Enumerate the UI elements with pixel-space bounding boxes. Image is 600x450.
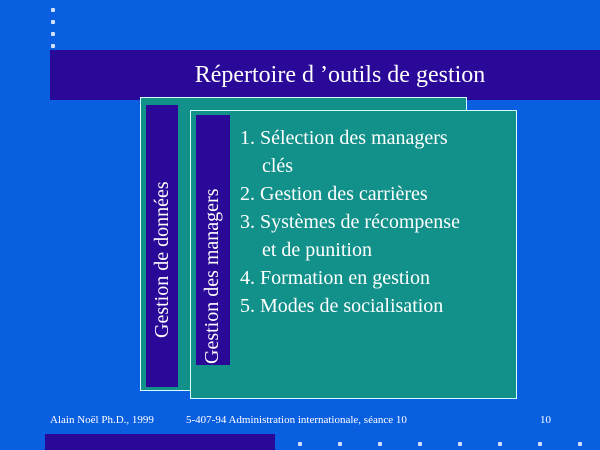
footer-course: 5-407-94 Administration internationale, séance 10 <box>186 414 407 426</box>
dot <box>378 442 382 446</box>
footer-author: Alain Noël Ph.D., 1999 <box>50 414 154 426</box>
list-item-text: 1. Sélection des managers <box>240 127 448 149</box>
dot <box>298 442 302 446</box>
dot <box>418 442 422 446</box>
dot <box>498 442 502 446</box>
list-item-text: 2. Gestion des carrières <box>240 183 428 205</box>
dot <box>51 32 55 36</box>
list-item <box>240 180 510 208</box>
dot <box>51 44 55 48</box>
list-item <box>240 208 510 264</box>
front-card-label: Gestion des managers <box>201 188 223 364</box>
slide-title: Répertoire d ’outils de gestion <box>194 62 486 88</box>
list-item-continuation: et de punition <box>262 239 372 261</box>
list-item-text: 4. Formation en gestion <box>240 267 430 289</box>
list-item <box>240 124 510 180</box>
list-item-continuation: clés <box>262 155 294 177</box>
list-item <box>240 292 510 320</box>
dot <box>538 442 542 446</box>
dot <box>338 442 342 446</box>
back-card-label: Gestion de données <box>151 181 173 338</box>
dot <box>458 442 462 446</box>
dot <box>578 442 582 446</box>
page-number: 10 <box>540 414 551 426</box>
dot <box>51 8 55 12</box>
list-item <box>240 264 510 292</box>
list-item-text: 3. Systèmes de récompense <box>240 211 460 233</box>
decorative-dots-top <box>51 8 57 48</box>
dot <box>51 20 55 24</box>
list-item-text: 5. Modes de socialisation <box>240 295 444 317</box>
tools-list <box>240 124 510 320</box>
bottom-bar <box>45 434 275 450</box>
title-bar <box>50 50 600 100</box>
